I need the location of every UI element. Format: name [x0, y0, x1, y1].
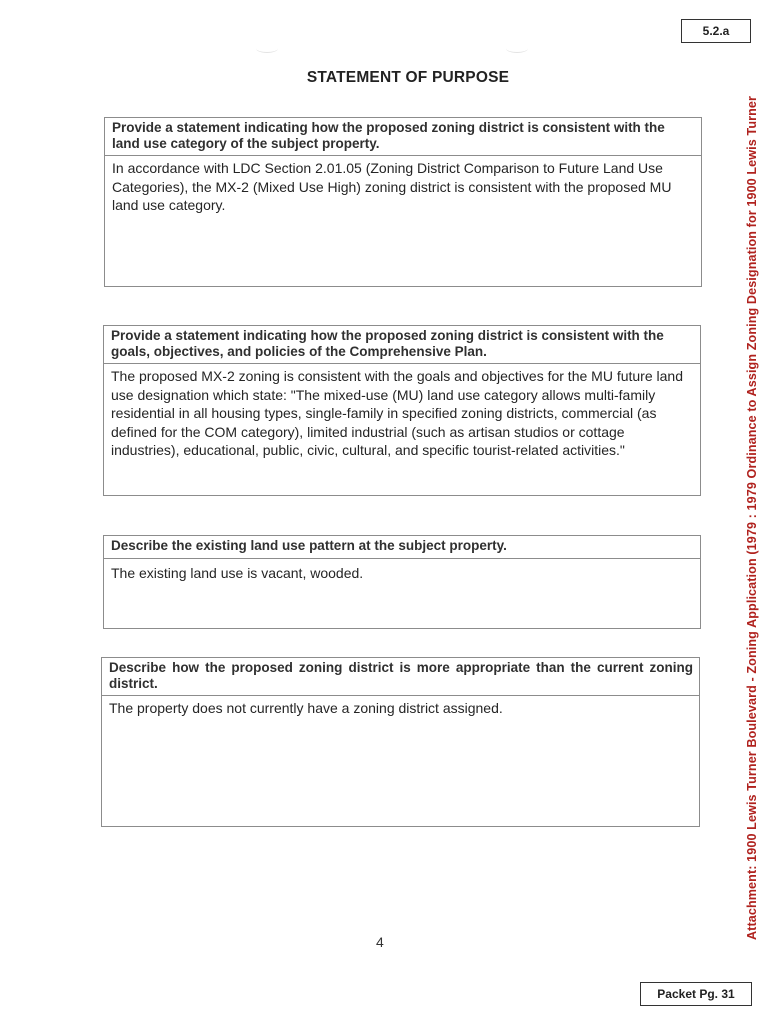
- answer-text: In accordance with LDC Section 2.01.05 (Zoning District Comparison to Future Land Use Categories), the MX-2 (Mixed Use High) zoning district is consistent with the proposed MU land use category.: [112, 160, 672, 213]
- statement-section-comprehensive-plan: [103, 325, 701, 496]
- answer-text: The property does not currently have a zoning district assigned.: [109, 700, 503, 716]
- statement-section-existing-pattern: [103, 535, 701, 629]
- statement-section-land-use: [104, 117, 702, 287]
- packet-page-tag: Packet Pg. 31: [640, 982, 752, 1006]
- question-label: Provide a statement indicating how the proposed zoning district is consistent with the land use category of the subject property.: [105, 118, 701, 156]
- question-label: Describe the existing land use pattern at the subject property.: [104, 536, 700, 559]
- statement-section-appropriateness: [101, 657, 700, 827]
- answer-text: The existing land use is vacant, wooded.: [111, 565, 364, 581]
- scan-artifact: [256, 44, 278, 53]
- question-label: Provide a statement indicating how the proposed zoning district is consistent with the goals, objectives, and policies of the Comprehensive Plan.: [104, 326, 700, 364]
- question-label: Describe how the proposed zoning district is more appropriate than the current zoning district.: [102, 658, 699, 696]
- answer-text: The proposed MX-2 zoning is consistent with the goals and objectives for the MU future land use designation which state: "The mixed-use (MU) land use category allows multi-family residential in all housing types, single-family in specified zoning districts, commercial (as defined for the COM category), limited industrial (such as artisan studios or cottage industries), educational, public, civic, cultural, and specific tourist-related activities.": [111, 368, 683, 458]
- section-tag: 5.2.a: [681, 19, 751, 43]
- scan-artifact: [506, 44, 528, 53]
- page-number: 4: [376, 934, 384, 950]
- attachment-side-label: Attachment: 1900 Lewis Turner Boulevard - Zoning Application (1979 : 1979 Ordinance to Assign Zoning Designation for 1900 Lewis Turner: [745, 95, 759, 941]
- page-title: STATEMENT OF PURPOSE: [306, 69, 510, 86]
